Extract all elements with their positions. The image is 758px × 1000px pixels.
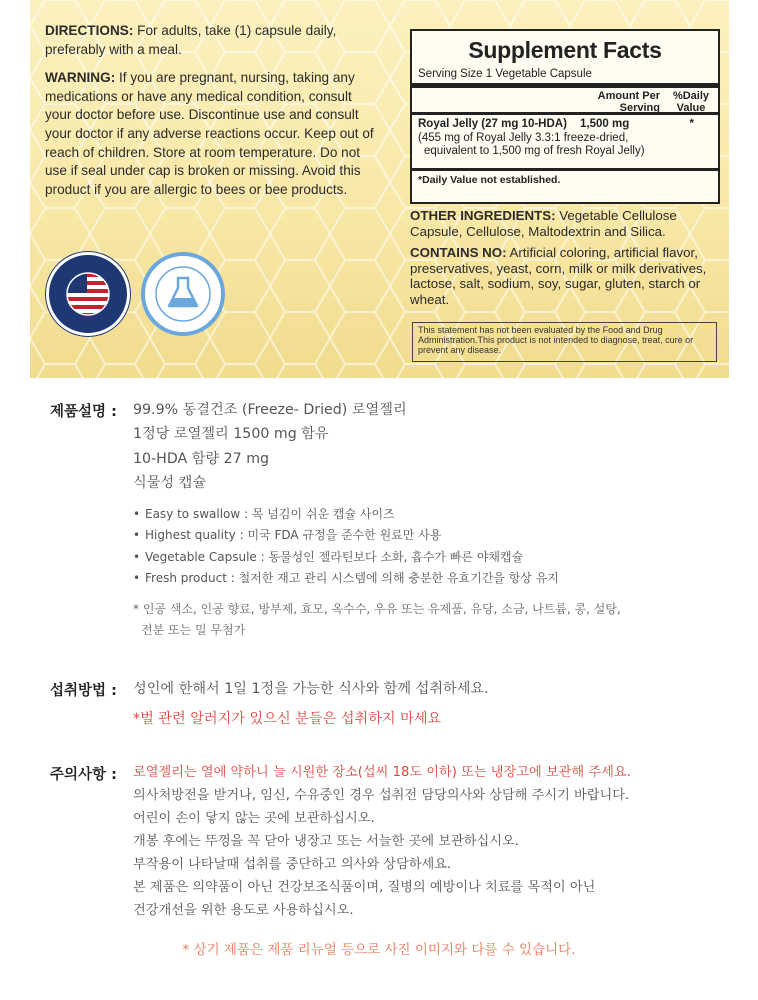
- feature-item: • Vegetable Capsule : 동물성인 젤라틴보다 소화, 흡수가 빠른 야채캡슐: [133, 547, 733, 569]
- label-text-column: [45, 22, 380, 209]
- feature-item: • Highest quality : 미국 FDA 규정을 준수한 원료만 사용: [133, 525, 733, 547]
- intake-instruction: 성인에 한해서 1일 1정을 가능한 식사와 함께 섭취하세요.: [133, 681, 489, 697]
- ingredient-amount: 1,500 mg: [580, 118, 630, 130]
- contains-no: [410, 245, 720, 307]
- other-ingredients-text: Vegetable Cellulose Capsule, Cellulose, Maltodextrin and Silica.: [410, 208, 677, 239]
- free-from-note: [133, 599, 733, 642]
- caution-line: 의사처방전을 받거나, 임신, 수유중인 경우 섭취전 담당의사와 상담해 주시기 바랍니다.: [133, 788, 630, 803]
- feature-item: • Easy to swallow : 목 넘김이 쉬운 캡슐 사이즈: [133, 504, 733, 526]
- description-line: 식물성 캡슐: [133, 475, 207, 492]
- renewal-notice: * 상기 제품은 제품 리뉴얼 등으로 사진 이미지와 다를 수 있습니다.: [182, 942, 576, 958]
- description-label: 제품설명 :: [50, 404, 117, 420]
- free-from-note-line-1: * 인공 색소, 인공 향료, 방부제, 효모, 옥수수, 우유 또는 유제품, 유당, 소금, 나트륨, 콩, 설탕,: [133, 601, 621, 616]
- daily-value-header: %Daily Value: [672, 90, 710, 114]
- caution-line: 본 제품은 의약품이 아닌 건강보조식품이며, 질병의 예방이나 치료를 목적이 아닌: [133, 880, 596, 895]
- daily-value-footnote: *Daily Value not established.: [418, 174, 561, 186]
- made-in-usa-badge: [46, 252, 130, 336]
- description-line: 10-HDA 함량 27 mg: [133, 450, 270, 467]
- description-line: 99.9% 동결건조 (Freeze- Dried) 로열젤리: [133, 402, 407, 418]
- bee-allergy-warning: *벌 관련 알러지가 있으신 분들은 섭취하지 마세요: [133, 711, 442, 728]
- caution-line: 개봉 후에는 뚜껑을 꼭 닫아 냉장고 또는 서늘한 곳에 보관하십시오.: [133, 834, 519, 849]
- storage-warning: 로열젤리는 열에 약하니 늘 시원한 장소(섭씨 18도 이하) 또는 냉장고에 보관해 주세요.: [133, 765, 631, 780]
- amount-per-serving-header: Amount Per Serving: [597, 90, 660, 114]
- caution-body: [133, 761, 733, 922]
- warning-heading: WARNING:: [45, 70, 116, 86]
- caution-label: 주의사항 :: [50, 767, 117, 783]
- directions-text: For adults, take (1) capsule daily, preferably with a meal.: [45, 23, 337, 57]
- ingredient-name: Royal Jelly (27 mg 10-HDA): [418, 118, 567, 130]
- royal-jelly-row: [412, 115, 718, 171]
- contains-no-text: Artificial coloring, artificial flavor, preservatives, yeast, corn, milk or milk derivatives, lactose, salt, sodium, soy, sugar, gluten, starch or wheat.: [410, 245, 707, 307]
- contains-no-heading: CONTAINS NO:: [410, 245, 507, 260]
- product-label-panel: [30, 0, 729, 378]
- supplement-facts-title: Supplement Facts: [468, 37, 662, 63]
- caution-line: 건강개선을 위한 용도로 사용하십시오.: [133, 903, 354, 918]
- intake-body: [133, 677, 733, 732]
- ingredient-daily-value: *: [689, 118, 694, 130]
- supplement-facts-box: [410, 29, 720, 204]
- description-line: 1정당 로열젤리 1500 mg 함유: [133, 426, 329, 443]
- serving-size: Serving Size 1 Vegetable Capsule: [412, 64, 718, 88]
- ingredient-detail-1: (455 mg of Royal Jelly 3.3:1 freeze-dried,: [418, 131, 629, 144]
- usa-flag-icon: [49, 255, 127, 333]
- third-party-lab-tested-badge: [141, 252, 225, 336]
- fda-disclaimer: This statement has not been evaluated by the Food and Drug Administration.This product is not intended to diagnose, treat, cure or prevent any disease.: [412, 322, 717, 362]
- directions-paragraph: [45, 22, 380, 59]
- other-ingredients: [410, 208, 720, 239]
- directions-heading: DIRECTIONS:: [45, 23, 134, 38]
- ingredients-block: [410, 208, 720, 313]
- flask-icon: [145, 256, 221, 332]
- warning-text: If you are pregnant, nursing, taking any medications or have any medical condition, consult your doctor before use. Discontinue use and consult your doctor if any adverse reactions occur. Keep out of reach of children. Store at room temperature. Do not use if seal under cap is broken or missing. Avoid this product if you are allergic to bees or bee products.: [45, 70, 374, 197]
- free-from-note-line-2: 전분 또는 밀 무첨가: [141, 623, 246, 638]
- caution-line: 부작용이 나타날때 섭취를 중단하고 의사와 상담하세요.: [133, 857, 452, 872]
- warning-paragraph: [45, 69, 380, 199]
- feature-item: • Fresh product : 철저한 재고 관리 시스템에 의해 충분한 유효기간을 항상 유지: [133, 568, 733, 590]
- caution-line: 어린이 손이 닿지 않는 곳에 보관하십시오.: [133, 811, 375, 826]
- facts-header-row: [412, 88, 718, 115]
- description-body: [133, 398, 733, 642]
- ingredient-detail-2: equivalent to 1,500 mg of fresh Royal Jelly): [424, 145, 645, 157]
- other-ingredients-heading: OTHER INGREDIENTS:: [410, 208, 556, 223]
- intake-label: 섭취방법 :: [50, 683, 117, 699]
- feature-list: [133, 504, 733, 590]
